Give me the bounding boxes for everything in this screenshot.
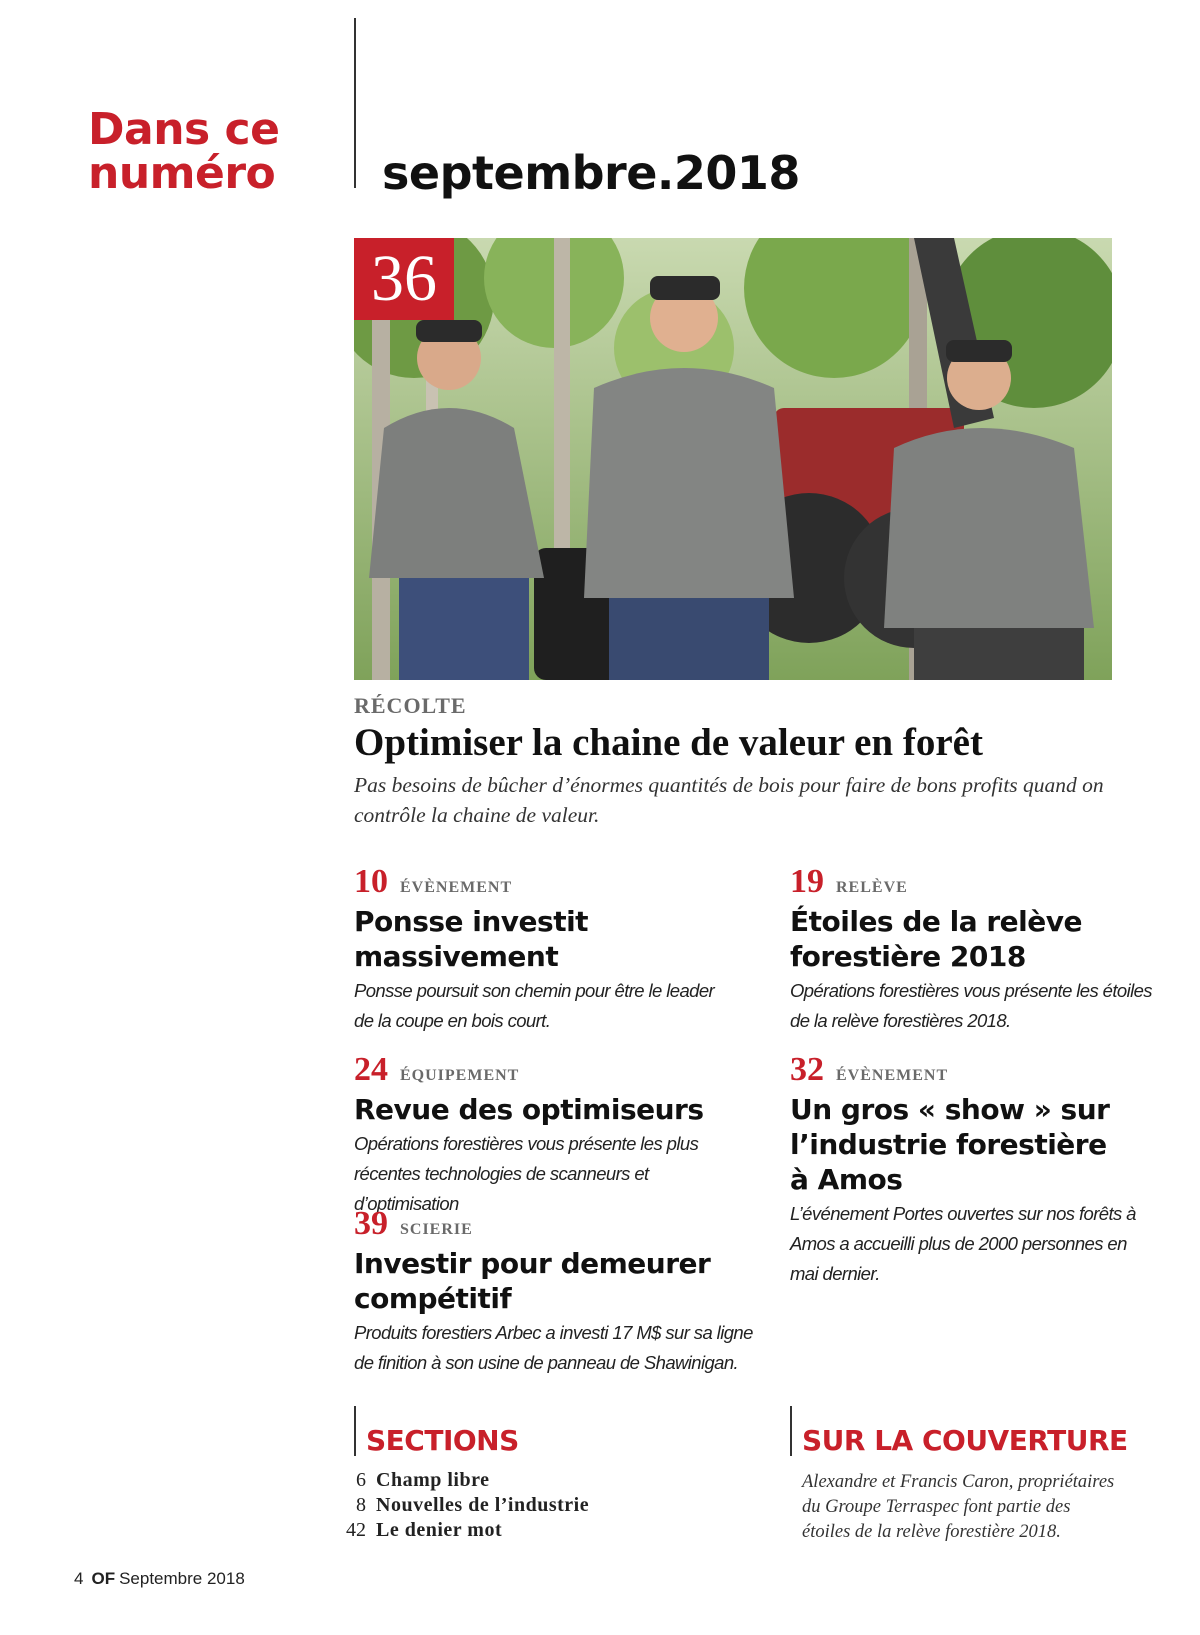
article-description-line: Opérations forestières vous présente les plus — [354, 1133, 699, 1154]
article-item[interactable] — [790, 862, 1190, 1036]
article-description — [790, 1199, 1190, 1289]
article-category: ÉVÈNEMENT — [400, 879, 513, 896]
article-description-line: de la relève forestières 2018. — [790, 1010, 1011, 1031]
article-title-line: Investir pour demeurer — [354, 1247, 711, 1280]
article-header — [354, 1204, 754, 1244]
article-description-line: de finition à son usine de panneau de Shawinigan. — [354, 1352, 739, 1373]
article-header — [790, 1050, 1190, 1090]
sections-divider — [354, 1406, 356, 1456]
article-description-line: Produits forestiers Arbec a investi 17 M$ sur sa ligne — [354, 1322, 753, 1343]
article-category: ÉQUIPEMENT — [400, 1067, 520, 1084]
article-category: SCIERIE — [400, 1221, 473, 1238]
footer-issue: Septembre 2018 — [119, 1569, 245, 1588]
article-title-line: Revue des optimiseurs — [354, 1093, 704, 1126]
article-description-line: Opérations forestières vous présente les étoiles — [790, 980, 1152, 1001]
issue-date: septembre.2018 — [382, 146, 800, 200]
feature-title[interactable]: Optimiser la chaine de valeur en forêt — [354, 721, 983, 764]
article-title-line: compétitif — [354, 1282, 512, 1315]
article-title-line: Ponsse investit — [354, 905, 589, 938]
article-header — [354, 862, 754, 902]
sections-list-item[interactable] — [336, 1468, 589, 1493]
feature-category: RÉCOLTE — [354, 693, 467, 718]
sections-list-item[interactable] — [336, 1518, 589, 1543]
article-description-line: Ponsse poursuit son chemin pour être le leader — [354, 980, 715, 1001]
article-description-line: de la coupe en bois court. — [354, 1010, 551, 1031]
section-page-number: 42 — [346, 1519, 366, 1541]
article-title-line: l’industrie forestière — [790, 1128, 1107, 1161]
section-heading — [88, 104, 308, 199]
footer-page-number: 4 — [74, 1569, 84, 1588]
sections-list — [336, 1468, 589, 1543]
article-header — [354, 1050, 754, 1090]
article-page-number: 32 — [790, 1051, 824, 1088]
article-category: ÉVÈNEMENT — [836, 1067, 949, 1084]
article-item[interactable] — [790, 1050, 1190, 1289]
article-title-line: massivement — [354, 940, 559, 973]
article-item[interactable] — [354, 1050, 754, 1219]
article-description-line: L’événement Portes ouvertes sur nos forêts à — [790, 1203, 1136, 1224]
section-page-number: 8 — [356, 1494, 366, 1516]
article-title-line: à Amos — [790, 1163, 903, 1196]
cover-divider — [790, 1406, 792, 1456]
article-title-line: Un gros « show » sur — [790, 1093, 1110, 1126]
article-description-line: récentes technologies de scanneurs et d’optimisation — [354, 1163, 649, 1214]
header-divider — [354, 18, 356, 188]
section-name: Le denier mot — [376, 1519, 503, 1541]
article-page-number: 39 — [354, 1205, 388, 1242]
article-item[interactable] — [354, 862, 754, 1036]
cover-caption-line: étoiles de la relève forestière 2018. — [802, 1522, 1061, 1542]
cover-caption — [802, 1470, 1132, 1545]
page-footer — [74, 1569, 245, 1589]
article-item[interactable] — [354, 1204, 754, 1378]
cover-title: SUR LA COUVERTURE — [802, 1424, 1128, 1457]
article-header — [790, 862, 1190, 902]
feature-page-number: 36 — [354, 238, 454, 320]
article-page-number: 24 — [354, 1051, 388, 1088]
section-heading-line2: numéro — [88, 148, 276, 199]
article-description-line: mai dernier. — [790, 1263, 880, 1284]
article-description-line: Amos a accueilli plus de 2000 personnes en — [790, 1233, 1127, 1254]
article-category: RELÈVE — [836, 879, 908, 896]
feature-description: Pas besoins de bûcher d’énormes quantités de bois pour faire de bons profits quand on contrôle la chaine de valeur. — [354, 773, 1104, 827]
sections-title: SECTIONS — [366, 1424, 519, 1457]
article-description — [354, 976, 754, 1036]
section-page-number: 6 — [356, 1469, 366, 1491]
section-heading-line1: Dans ce — [88, 104, 280, 155]
article-title — [354, 1092, 754, 1127]
cover-caption-line: du Groupe Terraspec font partie des — [802, 1497, 1071, 1517]
section-name: Champ libre — [376, 1469, 490, 1491]
article-title-line: forestière 2018 — [790, 940, 1026, 973]
article-title — [790, 1092, 1190, 1197]
article-description — [790, 976, 1190, 1036]
article-title — [354, 904, 754, 974]
footer-brand: OF — [91, 1569, 116, 1588]
article-page-number: 10 — [354, 863, 388, 900]
article-title — [354, 1246, 754, 1316]
article-title-line: Étoiles de la relève — [790, 905, 1082, 938]
cover-photo-illustration — [354, 238, 1112, 680]
article-description — [354, 1318, 754, 1378]
cover-photo — [354, 238, 1112, 680]
cover-caption-line: Alexandre et Francis Caron, propriétaires — [802, 1472, 1115, 1492]
section-name: Nouvelles de l’industrie — [376, 1494, 590, 1516]
article-page-number: 19 — [790, 863, 824, 900]
sections-list-item[interactable] — [336, 1493, 589, 1518]
article-title — [790, 904, 1190, 974]
